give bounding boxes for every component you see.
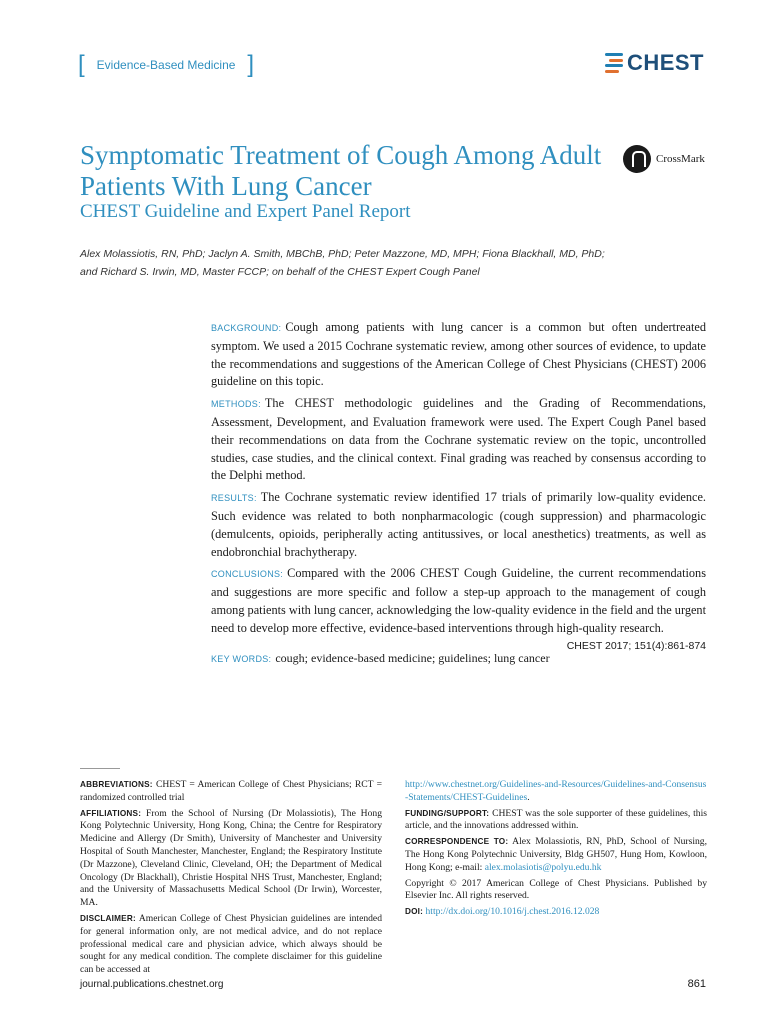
doi-link[interactable]: http://dx.doi.org/10.1016/j.chest.2016.12.028 xyxy=(425,906,600,918)
footnotes-right-column xyxy=(405,779,707,922)
conclusions-heading: CONCLUSIONS: xyxy=(211,569,284,580)
right-bracket-icon: ] xyxy=(247,51,255,78)
funding-heading: FUNDING/SUPPORT: xyxy=(405,808,490,818)
abstract-methods xyxy=(211,395,706,485)
footnotes-left-column xyxy=(80,779,382,980)
affiliations-heading: AFFILIATIONS: xyxy=(80,808,142,818)
section-label: Evidence-Based Medicine xyxy=(96,58,236,72)
correspondence-email-link[interactable]: alex.molasiotis@polyu.edu.hk xyxy=(484,861,602,873)
authors-line-2: and Richard S. Irwin, MD, Master FCCP; on behalf of the CHEST Expert Cough Panel xyxy=(80,266,480,278)
results-heading: RESULTS: xyxy=(211,493,257,504)
left-bracket-icon: [ xyxy=(78,51,85,78)
methods-text: The CHEST methodologic guidelines and the Grading of Recommendations, Assessment, Development, and Evaluation framework were used. The Expert Cough Panel based their recommendations on data from the Cochrane systematic review on the topic, uncontrolled studies, case studies, and the clinical context. Final grading was reached by consensus according to the Delphi method. xyxy=(211,396,706,483)
correspondence-note xyxy=(405,836,707,874)
crossmark-label: CrossMark xyxy=(656,153,705,165)
copyright-note: Copyright © 2017 American College of Chest Physicians. Published by Elsevier Inc. All rights reserved. xyxy=(405,877,707,902)
abstract-background xyxy=(211,319,706,391)
abbreviations-heading: ABBREVIATIONS: xyxy=(80,780,153,789)
funding-note xyxy=(405,808,707,834)
abstract xyxy=(211,319,706,655)
affiliations-text: From the School of Nursing (Dr Molassiotis), The Hong Kong Polytechnic University, Hong Kong, China; the Centre for Respiratory Medicine and Allergy (Dr Smith), University of Manchester and University Hospital of South Manchester, Manchester, England; the Respiratory Institute (Dr Mazzone), Cleveland Clinic, Cleveland, OH; the Department of Medical Oncology (Dr Blackhall), Christie Hospital NHS Trust, Manchester, England; and the University of Massachusetts Medical School (Dr Irwin), Worcester, MA. xyxy=(80,807,382,909)
author-list xyxy=(80,245,700,281)
methods-heading: METHODS: xyxy=(211,399,261,410)
disclaimer-note xyxy=(80,913,382,977)
doi-note xyxy=(405,906,707,919)
crossmark-icon xyxy=(623,145,651,173)
abbreviations-text: CHEST = American College of Chest Physicians; RCT = randomized controlled trial xyxy=(80,779,382,803)
affiliations-note xyxy=(80,808,382,910)
citation: CHEST 2017; 151(4):861-874 xyxy=(566,639,706,652)
chest-logo-icon xyxy=(605,53,623,73)
correspondence-heading: CORRESPONDENCE TO: xyxy=(405,837,509,847)
disclaimer-link-line: http://www.chestnet.org/Guidelines-and-Resources/Guidelines-and-Consensus-Statements/CHEST-Guidelines. xyxy=(405,779,707,803)
conclusions-text: Compared with the 2006 CHEST Cough Guideline, the current recommendations and suggestions are more specific and follow a step-up approach to the management of cough among patients with lung cancer, acknowledging the low-quality evidence in the field and the urgent need to develop more effective, evidence-based interventions through high-quality research. xyxy=(211,566,706,635)
background-text: Cough among patients with lung cancer is a common but often undertreated symptom. We used a 2015 Cochrane systematic review, among other sources of evidence, to update the recommendations and suggestions of the American College of Chest Physicians (CHEST) 2006 guideline on this topic. xyxy=(211,320,706,389)
disclaimer-link[interactable]: http://www.chestnet.org/Guidelines-and-Resources/Guidelines-and-Consensus-Statements/CHEST-Guidelines xyxy=(405,779,707,803)
page-number: 861 xyxy=(687,978,706,990)
results-text: The Cochrane systematic review identified 17 trials of primarily low-quality evidence. Such evidence was related to both nonpharmacologic (cough suppression) and pharmacologic (demulcents, opioids, peripherally acting antitussives, or local anesthetics) treatments, as well as endobronchial brachytherapy. xyxy=(211,490,706,559)
journal-logo[interactable] xyxy=(605,50,704,76)
disclaimer-text: American College of Chest Physician guidelines are intended for general information only, are not medical advice, and do not replace professional medical care and physician advice, which always should be sought for any medical condition. The complete disclaimer for this guideline can be accessed at xyxy=(80,912,382,976)
keywords-text: cough; evidence-based medicine; guidelines; lung cancer xyxy=(275,651,550,665)
abstract-conclusions xyxy=(211,565,706,652)
authors-line-1: Alex Molassiotis, RN, PhD; Jaclyn A. Smith, MBChB, PhD; Peter Mazzone, MD, MPH; Fiona Blackhall, MD, PhD; xyxy=(80,248,605,260)
footnote-divider xyxy=(80,768,120,769)
keywords xyxy=(211,651,706,666)
journal-logo-text: CHEST xyxy=(626,50,704,75)
keywords-heading: KEY WORDS: xyxy=(211,654,272,664)
article-subtitle: CHEST Guideline and Expert Panel Report xyxy=(80,201,411,222)
abbreviations-note xyxy=(80,779,382,805)
background-heading: BACKGROUND: xyxy=(211,323,282,333)
abstract-results xyxy=(211,489,706,561)
doi-heading: DOI: xyxy=(405,907,424,917)
article-title: Symptomatic Treatment of Cough Among Adult Patients With Lung Cancer xyxy=(80,140,602,201)
journal-url[interactable]: journal.publications.chestnet.org xyxy=(80,979,224,990)
crossmark-button[interactable] xyxy=(623,145,705,173)
correspondence-text: Alex Molassiotis, RN, PhD, School of Nursing, The Hong Kong Polytechnic University, Bldg GH507, Hung Hom, Kowloon, Hong Kong; e-mail: xyxy=(405,836,707,873)
section-tag xyxy=(78,52,254,78)
funding-text: CHEST was the sole supporter of these guidelines, this article, and the innovations addressed within. xyxy=(405,807,708,832)
disclaimer-heading: DISCLAIMER: xyxy=(80,913,136,923)
